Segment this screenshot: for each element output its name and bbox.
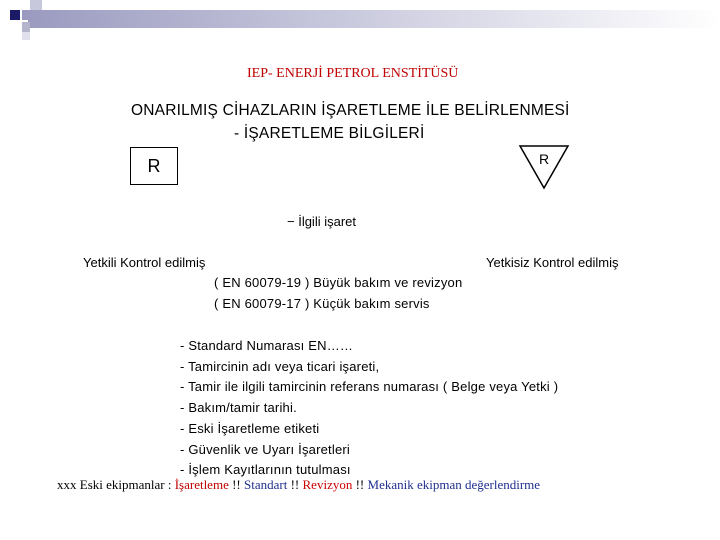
- square-symbol-label: R: [147, 155, 161, 176]
- footer-revizyon: Revizyon: [302, 477, 353, 492]
- list-item: - Güvenlik ve Uyarı İşaretleri: [180, 441, 350, 457]
- institute-name: IEP- ENERJİ PETROL ENSTİTÜSÜ: [247, 66, 459, 81]
- authorized-label: Yetkili Kontrol edilmiş: [83, 255, 206, 270]
- footer-note: [57, 477, 540, 493]
- unauthorized-label: Yetkisiz Kontrol edilmiş: [486, 255, 619, 270]
- marking-info-list: [180, 336, 558, 481]
- footer-isaretleme: İşaretleme: [174, 477, 229, 492]
- list-item: - Standard Numarası EN……: [180, 338, 354, 353]
- decorative-banner: [0, 0, 720, 40]
- footer-standart: Standart: [244, 477, 288, 492]
- footer-separator: !!: [287, 477, 303, 492]
- footer-separator: !!: [228, 477, 245, 492]
- footer-mekanik: Mekanik ekipman değerlendirme: [367, 477, 541, 492]
- list-item: - İşlem Kayıtlarının tutulması: [180, 462, 351, 478]
- list-item: - Bakım/tamir tarihi.: [180, 400, 297, 416]
- list-item: - Tamircinin adı veya ticari işareti,: [180, 358, 380, 374]
- standard-major-repair: ( EN 60079-19 ) Büyük bakım ve revizyon: [214, 275, 463, 290]
- page-subtitle: - İŞARETLEME BİLGİLERİ: [234, 125, 425, 142]
- list-item: - Tamir ile ilgili tamircinin referans numarası ( Belge veya Yetki ): [180, 379, 559, 395]
- footer-separator: !!: [352, 477, 368, 492]
- related-mark-caption: − İlgili işaret: [287, 214, 356, 229]
- authorized-repair-square-symbol: [130, 147, 178, 185]
- footer-prefix: xxx Eski ekipmanlar :: [57, 477, 175, 492]
- standard-minor-service: ( EN 60079-17 ) Küçük bakım servis: [214, 296, 430, 311]
- list-item: - Eski İşaretleme etiketi: [180, 420, 320, 436]
- page-title: ONARILMIŞ CİHAZLARIN İŞARETLEME İLE BELİRLENMESİ: [131, 102, 570, 119]
- triangle-symbol-label: R: [539, 151, 550, 167]
